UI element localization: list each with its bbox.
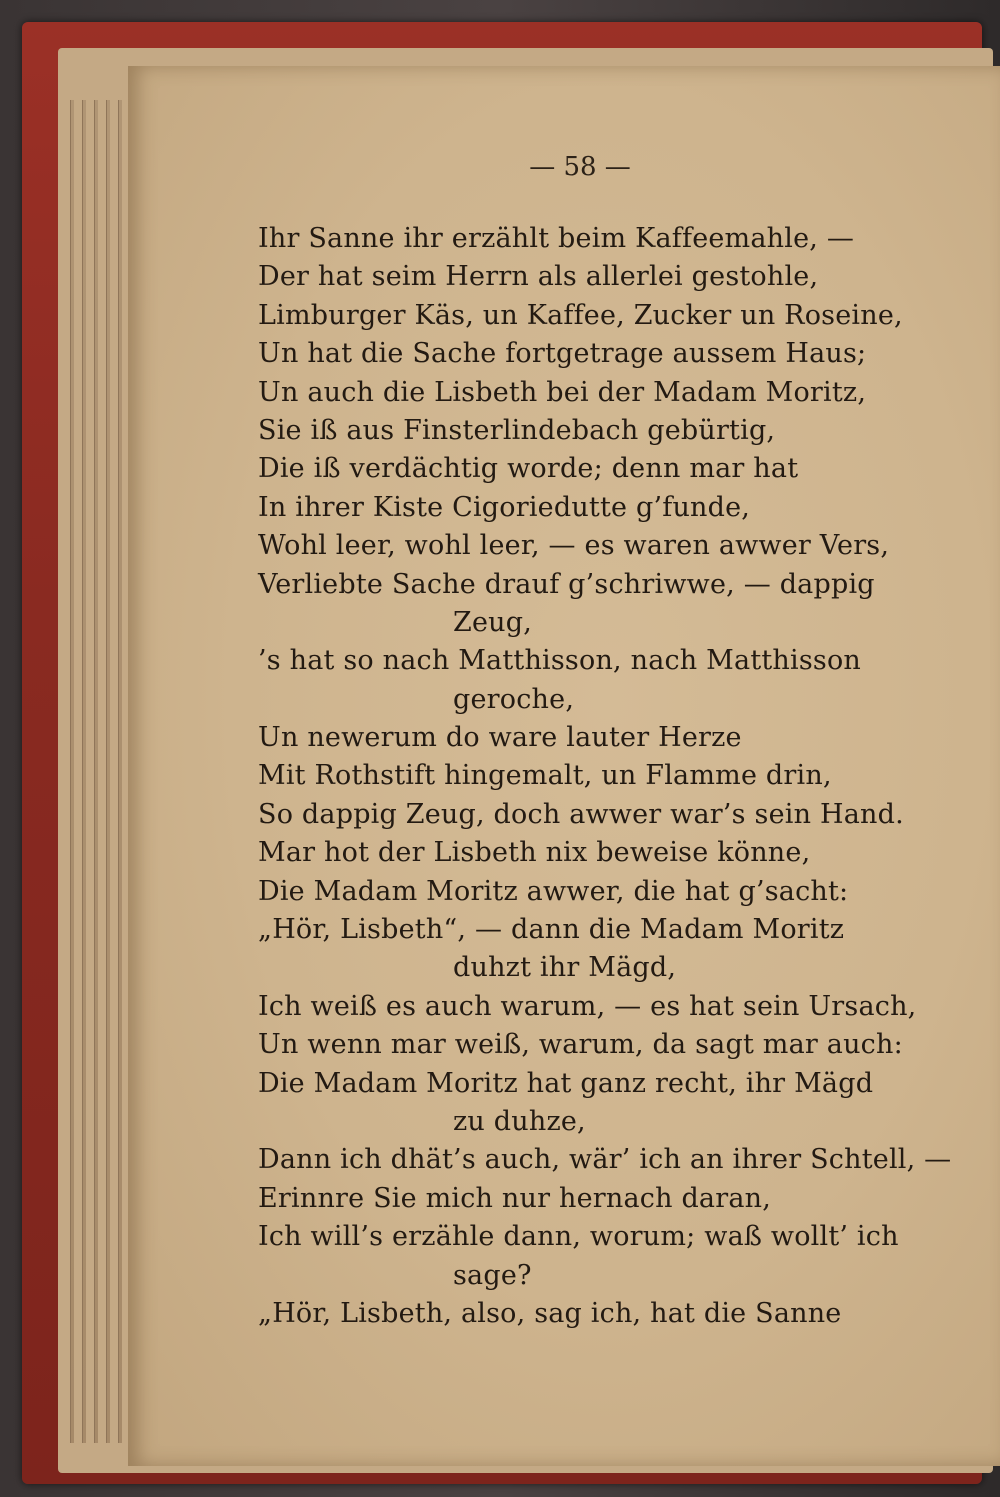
verse-continuation-line: sage? bbox=[453, 1259, 532, 1291]
verse-continuation-line: geroche, bbox=[453, 683, 575, 715]
verse-line: Un auch die Lisbeth bei der Madam Moritz, bbox=[258, 376, 867, 408]
verse-line: Ich will’s erzähle dann, worum; waß wollt’ ich bbox=[258, 1221, 899, 1253]
page-edge bbox=[82, 100, 86, 1443]
verse-line: In ihrer Kiste Cigoriedutte g’funde, bbox=[258, 491, 751, 523]
verse-line: „Hör, Lisbeth“, — dann die Madam Moritz bbox=[258, 914, 845, 946]
verse-line: Die Madam Moritz hat ganz recht, ihr Mägd bbox=[258, 1067, 874, 1099]
verse-line: Wohl leer, wohl leer, — es waren awwer Vers, bbox=[258, 530, 890, 562]
verse-text bbox=[258, 220, 952, 1333]
verse-continuation-line: zu duhze, bbox=[453, 1105, 586, 1137]
verse-line: Ihr Sanne ihr erzählt beim Kaffeemahle, — bbox=[258, 223, 855, 254]
page-edge bbox=[70, 100, 74, 1443]
page-edge bbox=[118, 100, 122, 1443]
verse-line: „Hör, Lisbeth, also, sag ich, hat die Sanne bbox=[258, 1297, 842, 1329]
verse-line: So dappig Zeug, doch awwer war’s sein Hand. bbox=[258, 798, 904, 830]
verse-continuation-line: duhzt ihr Mägd, bbox=[453, 952, 677, 984]
verse-line: ’s hat so nach Matthisson, nach Matthisson bbox=[258, 645, 862, 677]
verse-line: Limburger Käs, un Kaffee, Zucker un Roseine, bbox=[258, 299, 903, 331]
page-number: — 58 — bbox=[529, 152, 631, 182]
verse-line: Un newerum do ware lauter Herze bbox=[258, 722, 742, 754]
verse-line: Ich weiß es auch warum, — es hat sein Ursach, bbox=[258, 990, 917, 1022]
verse-line: Mit Rothstift hingemalt, un Flamme drin, bbox=[258, 760, 832, 792]
verse-line: Erinnre Sie mich nur hernach daran, bbox=[258, 1182, 771, 1214]
verse-line: Sie iß aus Finsterlindebach gebürtig, bbox=[258, 414, 776, 446]
verse-line: Un hat die Sache fortgetrage aussem Haus; bbox=[258, 338, 867, 370]
verse-line: Verliebte Sache drauf g’schriwwe, — dappig bbox=[258, 568, 875, 600]
verse-continuation-line: Zeug, bbox=[453, 606, 532, 638]
verse-line: Mar hot der Lisbeth nix beweise könne, bbox=[258, 837, 811, 869]
verse-line: Die iß verdächtig worde; denn mar hat bbox=[258, 453, 799, 485]
page-edge bbox=[106, 100, 110, 1443]
verse-line: Dann ich dhät’s auch, wär’ ich an ihrer Schtell, — bbox=[258, 1144, 952, 1176]
verse-line: Die Madam Moritz awwer, die hat g’sacht: bbox=[258, 875, 849, 907]
verse-line: Der hat seim Herrn als allerlei gestohle, bbox=[258, 261, 819, 293]
page-edge bbox=[94, 100, 98, 1443]
verse-line: Un wenn mar weiß, warum, da sagt mar auch: bbox=[258, 1029, 903, 1061]
